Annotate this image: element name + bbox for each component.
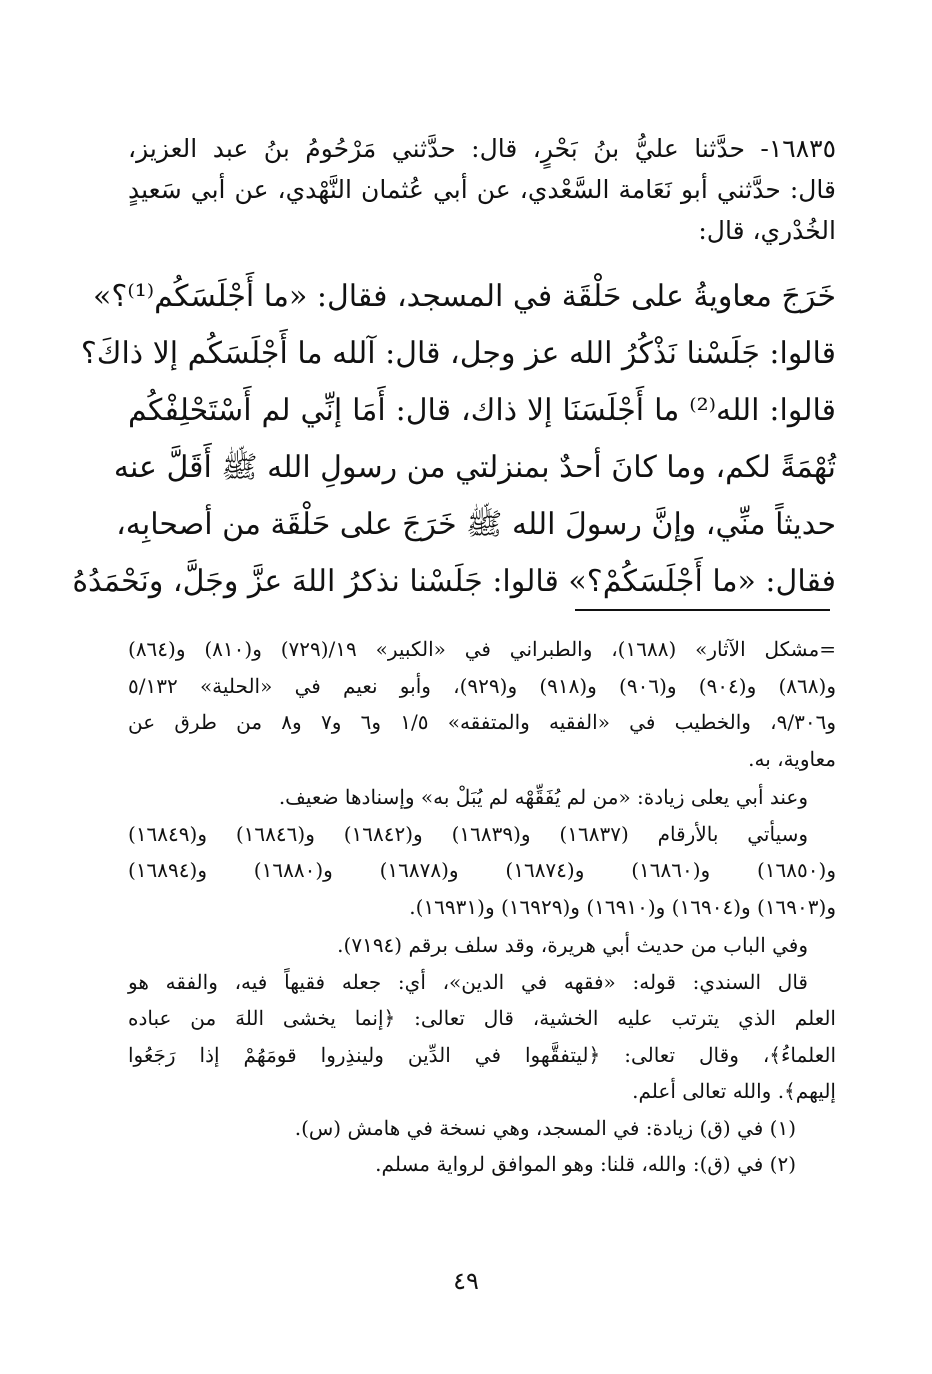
- matn-line: قالوا: جَلَسْنا نَذْكُرُ الله عز وجل، قال: آلله ما أَجْلَسَكُم إلا ذاكَ؟: [80, 336, 836, 371]
- cross-ref-line: و(١٦٨٥٠) و(١٦٨٦٠) و(١٦٨٧٤) و(١٦٨٧٨) و(١٦٨٨٠) و(١٦٨٩٤): [128, 858, 836, 882]
- matn-line: تُهْمَةً لكم، وما كانَ أحدٌ بمنزلتي من رسولِ الله ﷺ أَقَلَّ عنه: [113, 450, 836, 485]
- footnote-2: (٢) في (ق): والله، قلنا: وهو الموافق لرواية مسلم.: [375, 1152, 796, 1176]
- isnad-line: ١٦٨٣٥- حدَّثنا عليُّ بنُ بَحْرٍ، قال: حدَّثني مَرْحُومُ بنُ عبد العزيز،: [128, 134, 836, 163]
- sindi-line: العلم الذي يترتب عليه الخشية، قال تعالى: ﴿إنما يخشى اللهَ من عباده: [128, 1006, 836, 1030]
- cross-ref-line: و(١٦٩٠٣) و(١٦٩٠٤) و(١٦٩١٠) و(١٦٩٢٩) و(١٦٩٣١).: [409, 894, 836, 919]
- page-number: ٤٩: [453, 1267, 479, 1295]
- hadith-text: [72, 128, 836, 610]
- matn-line: فقال: «ما أَجْلَسَكُمْ؟» قالوا: جَلَسْنا نذكرُ اللهَ عزَّ وجَلَّ، ونَحْمَدُهُ: [72, 564, 836, 599]
- abu-yala-note: وعند أبي يعلى زيادة: «من لم يُفَقِّهْه لم يُبَلْ به» وإسنادها ضعيف.: [278, 785, 808, 809]
- takhrij-line: و٩/٣٠٦، والخطيب في «الفقيه والمتفقه» ١/٥ و٦ و٧ و٨ من طرق عن: [128, 710, 837, 734]
- sindi-line: قال السندي: قوله: «فقهه في الدين»، أي: جعله فقيهاً فيه، والفقه هو: [128, 969, 808, 994]
- isnad-line: قال: حدَّثني أبو نَعَامة السَّعْدي، عن أبي عُثمان النَّهْدي، عن أبي سَعيدٍ: [128, 175, 836, 204]
- matn-body: [72, 268, 836, 610]
- footnote-1: (١) في (ق) زيادة: في المسجد، وهي نسخة في هامش (س).: [294, 1115, 796, 1140]
- isnad-line: الخُدْري، قال:: [698, 216, 836, 245]
- takhrij-line: و(٨٦٨) و(٩٠٤) و(٩٠٦) و(٩١٨) و(٩٢٩)، وأبو نعيم في «الحلية» ٥/١٣٢: [128, 673, 836, 698]
- footnote-divider: [575, 609, 830, 611]
- matn-line: قالوا: الله⁽²⁾ ما أَجْلَسَنَا إلا ذاك، قال: أَمَا إنِّي لم أَسْتَحْلِفْكُم: [128, 393, 836, 428]
- isnad-chain: [128, 128, 836, 251]
- sindi-line: العلماءُ﴾، وقال تعالى: ﴿ليتفقَّهوا في الدِّين ولينذِروا قومَهُمْ إذا رَجَعُوا: [128, 1042, 836, 1067]
- footnotes: [128, 631, 836, 1183]
- matn-line: حديثاً منِّي، وإنَّ رسولَ الله ﷺ خَرَجَ على حَلْقَة من أصحابِه،: [116, 507, 836, 542]
- bab-note: وفي الباب من حديث أبي هريرة، وقد سلف برقم (٧١٩٤).: [337, 933, 808, 957]
- cross-ref-line: وسيأتي بالأرقام (١٦٨٣٧) و(١٦٨٣٩) و(١٦٨٤٢) و(١٦٨٤٦) و(١٦٨٤٩): [128, 821, 809, 846]
- sindi-line: إليهم﴾. والله تعالى أعلم.: [632, 1079, 836, 1103]
- takhrij-line: =مشكل الآثار» (١٦٨٨)، والطبراني في «الكبير» ١٩/(٧٢٩) و(٨١٠) و(٨٦٤): [128, 637, 836, 661]
- takhrij-line: معاوية، به.: [748, 746, 836, 771]
- matn-line: خَرَجَ معاويةُ على حَلْقَة في المسجد، فقال: «ما أَجْلَسَكُم⁽¹⁾؟»: [93, 279, 836, 314]
